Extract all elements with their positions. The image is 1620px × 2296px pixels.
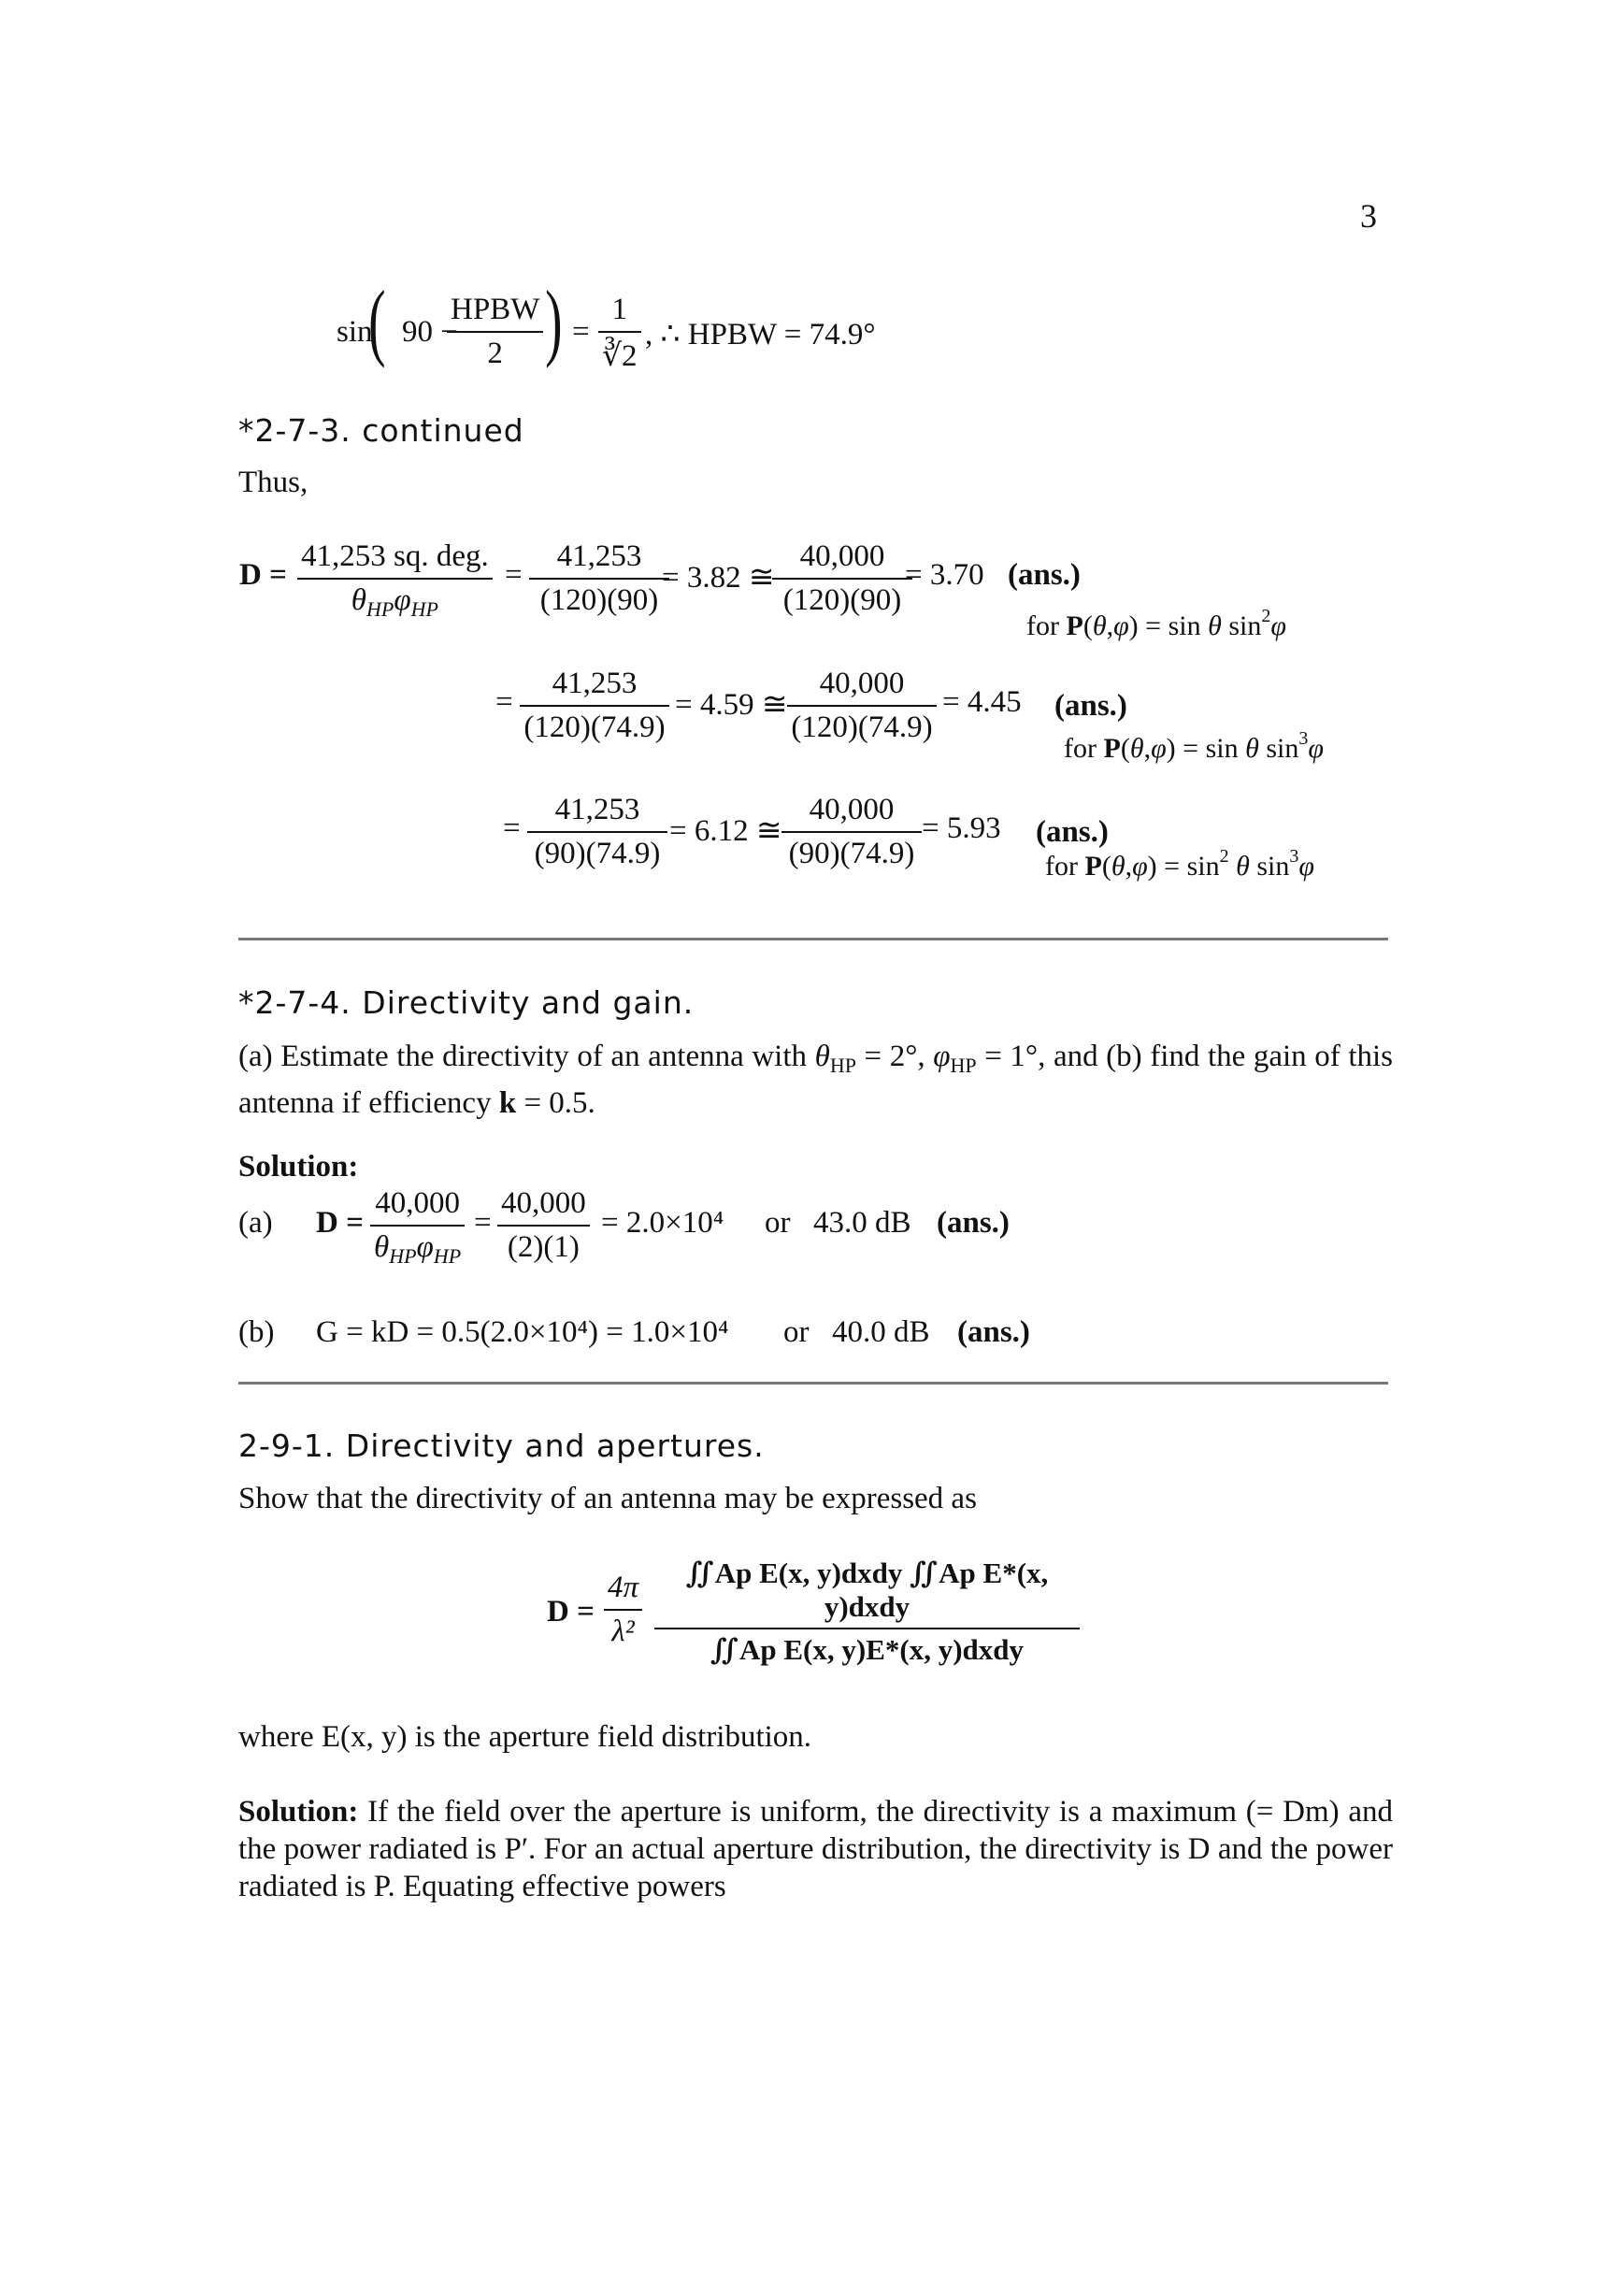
main-num: ∬Ap E(x, y)dxdy ∬Ap E*(x, y)dxdy xyxy=(685,1557,1049,1623)
first-fraction-num: 41,253 sq. deg. xyxy=(301,539,489,573)
row3-den1: (90)(74.9) xyxy=(527,831,667,871)
row2-mid: = 4.59 ≅ xyxy=(675,688,788,722)
d-label: D = xyxy=(239,558,287,592)
section-291-where: where E(x, y) is the aperture field distribution. xyxy=(238,1720,812,1754)
section-291-solution-label: Solution: xyxy=(238,1795,359,1829)
row2-result: = 4.45 xyxy=(942,685,1022,719)
part-b-ans: (ans.) xyxy=(957,1315,1030,1349)
row3-num1: 41,253 xyxy=(554,793,640,826)
row1-result: = 3.70 xyxy=(905,558,984,592)
row2-ans: (ans.) xyxy=(1054,689,1127,723)
row1-frac1 xyxy=(529,539,669,618)
row2-theta: θ xyxy=(1129,733,1144,764)
row1-den1: (120)(90) xyxy=(529,578,669,618)
row2-frac1 xyxy=(520,667,669,745)
row2-pattern: for P(θ,φ) = sin θ $\sin^3\varphi$ xyxy=(1064,728,1324,764)
row2-den1: (120)(74.9) xyxy=(520,705,669,745)
row1-pattern: for P(θ,φ) = sin θ $\sin^2\varphi$ xyxy=(1026,606,1286,641)
part-b-label: (b) xyxy=(238,1315,275,1349)
section-273-heading: *2-7-3. continued xyxy=(238,412,524,449)
theta-hp: θ xyxy=(814,1040,830,1073)
section-273-intro: Thus, xyxy=(238,466,308,499)
row1-phi: φ xyxy=(1113,610,1129,641)
row2-for: for xyxy=(1064,733,1097,764)
main-fraction xyxy=(654,1557,1080,1667)
row3-p: P xyxy=(1084,851,1102,882)
part-b-db: 40.0 dB xyxy=(832,1315,930,1349)
row3-den2: (90)(74.9) xyxy=(781,831,922,871)
row3-theta: θ xyxy=(1111,851,1125,882)
part-a-num1: 40,000 xyxy=(375,1186,460,1220)
part-a-ans: (ans.) xyxy=(937,1206,1010,1240)
first-fraction-den: $\theta_{HP}\varphi_{HP}$ xyxy=(297,578,493,622)
first-fraction xyxy=(297,539,493,622)
part-a-den1: $\theta_{HP}\varphi_{HP}$ xyxy=(370,1225,465,1269)
aperture-d-label: D = xyxy=(547,1595,595,1629)
section-274-solution-label: Solution: xyxy=(238,1150,359,1184)
root-fraction xyxy=(598,293,641,374)
hpbw-fraction xyxy=(447,293,543,371)
part-b-eq: G = kD = 0.5(2.0×10⁴) = 1.0×10⁴ xyxy=(316,1315,729,1349)
section-291-intro: Show that the directivity of an antenna may be expressed as xyxy=(238,1482,977,1515)
part-a-frac1 xyxy=(370,1186,465,1269)
hpbw-fraction-den: 2 xyxy=(447,331,543,371)
row2-num2: 40,000 xyxy=(819,667,905,700)
row2-equals: = xyxy=(495,685,513,719)
equals-sign: = xyxy=(505,558,523,592)
hpbw-conclusion: , ∴ HPBW = 74.9° xyxy=(645,318,876,352)
row1-phi2: φ xyxy=(1270,610,1286,641)
row3-pattern: for $P(\theta,\varphi) = \sin^2 \theta$ $\sin^3\varphi$ xyxy=(1045,846,1314,882)
phi-hp: φ xyxy=(933,1040,951,1073)
right-paren: ) xyxy=(545,273,563,368)
row3-num2: 40,000 xyxy=(809,793,895,826)
row2-phi2: φ xyxy=(1308,733,1324,764)
coef-den: λ² xyxy=(604,1609,642,1649)
row1-p: P xyxy=(1066,610,1083,641)
part-a-num2: 40,000 xyxy=(501,1186,586,1220)
row3-equals: = xyxy=(503,811,521,845)
section-291-solution-text: If the field over the aperture is uniform, the directivity is a maximum (= Dm) and the power radiated is P′. For an actual aperture distribution, the directivity is D and the power radiated is P. Equating effective powers xyxy=(238,1795,1394,1903)
row1-den2: (120)(90) xyxy=(772,578,912,618)
part-a-frac2 xyxy=(497,1186,590,1265)
part-a-den2: (2)(1) xyxy=(497,1225,590,1265)
ninety-minus: 90 − xyxy=(402,315,458,349)
row3-ans: (ans.) xyxy=(1036,815,1109,849)
row1-mid: = 3.82 ≅ xyxy=(662,561,775,595)
root-fraction-den: ∛2 xyxy=(598,331,641,374)
part-a-result: = 2.0×10⁴ xyxy=(601,1206,724,1240)
divider-1 xyxy=(238,938,1388,940)
sin-text: sin xyxy=(337,315,373,349)
row2-den2: (120)(74.9) xyxy=(787,705,937,745)
part-a-label: (a) xyxy=(238,1206,273,1240)
section-291-solution xyxy=(238,1793,1393,1905)
row1-theta2: θ xyxy=(1208,610,1222,641)
equals: = xyxy=(572,315,590,349)
coef-num: 4π xyxy=(608,1571,639,1604)
row1-frac2 xyxy=(772,539,912,618)
part-a-or: or xyxy=(765,1206,791,1240)
left-paren: ( xyxy=(368,273,386,368)
row2-theta2: θ xyxy=(1245,733,1259,764)
row3-frac2 xyxy=(781,793,922,871)
main-den: ∬Ap E(x, y)E*(x, y)dxdy xyxy=(654,1628,1080,1667)
row3-frac1 xyxy=(527,793,667,871)
row1-num1: 41,253 xyxy=(556,539,642,573)
hpbw-fraction-num: HPBW xyxy=(451,293,540,326)
root-fraction-num: 1 xyxy=(611,293,628,326)
row1-theta: θ xyxy=(1092,610,1107,641)
row2-phi: φ xyxy=(1151,733,1167,764)
row1-ans: (ans.) xyxy=(1008,558,1081,592)
row3-mid: = 6.12 ≅ xyxy=(669,814,782,848)
coef-fraction xyxy=(604,1571,642,1649)
row3-phi: φ xyxy=(1132,851,1148,882)
part-a-eq: = xyxy=(474,1206,492,1240)
section-291-heading: 2-9-1. Directivity and apertures. xyxy=(238,1428,765,1464)
row3-phi2: φ xyxy=(1298,851,1314,882)
row3-result: = 5.93 xyxy=(922,811,1001,845)
part-b-or: or xyxy=(783,1315,810,1349)
section-274-problem: (a) Estimate the directivity of an antenna with $\theta_{HP} = 2^\circ$, $\varphi_{HP} = 1^\circ$, and (b) find the gain of this antenna if efficiency k = 0.5. xyxy=(238,1040,1394,1120)
divider-2 xyxy=(238,1382,1388,1385)
row2-p: P xyxy=(1103,733,1121,764)
part-a-db: 43.0 dB xyxy=(813,1206,911,1240)
row1-num2: 40,000 xyxy=(799,539,885,573)
row3-theta2: θ xyxy=(1236,851,1250,882)
section-274-heading: *2-7-4. Directivity and gain. xyxy=(238,984,695,1021)
row2-frac2 xyxy=(787,667,937,745)
row1-for: for xyxy=(1026,610,1059,641)
page-number: 3 xyxy=(1360,197,1377,235)
row2-num1: 41,253 xyxy=(552,667,638,700)
row3-for: for xyxy=(1045,851,1078,882)
part-a-d: D = xyxy=(316,1206,364,1240)
